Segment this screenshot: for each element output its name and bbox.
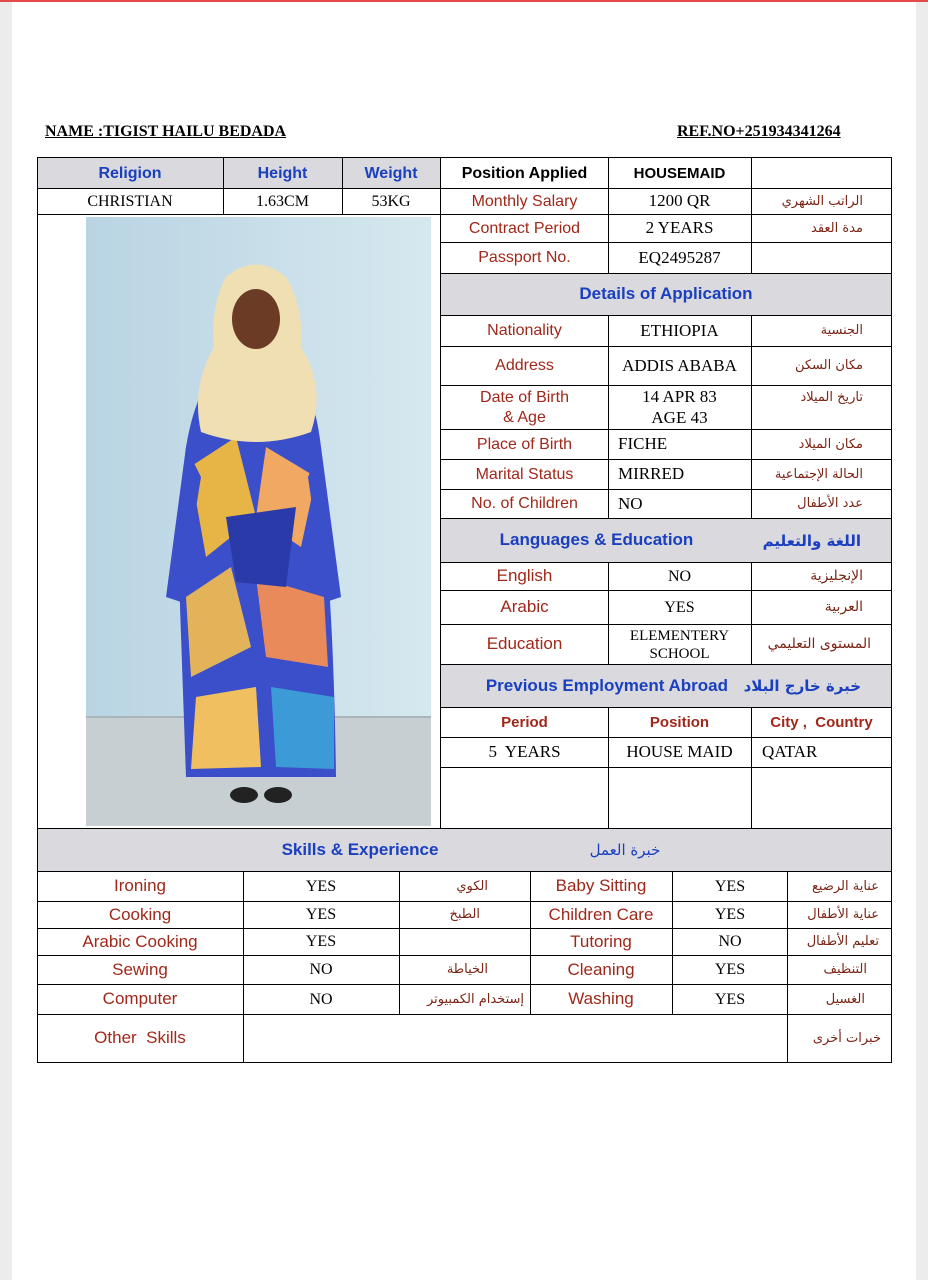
pob-label: Place of Birth bbox=[476, 435, 573, 453]
employment-title: Previous Employment Abroad bbox=[485, 675, 728, 695]
education-value-line1: ELEMENTERY bbox=[629, 627, 730, 644]
english-label: English bbox=[496, 566, 553, 586]
skill-babysitting-label: Baby Sitting bbox=[555, 876, 647, 896]
nationality-value: ETHIOPIA bbox=[640, 320, 719, 340]
dob-label bbox=[441, 386, 608, 429]
passport-label: Passport No. bbox=[478, 249, 571, 267]
candidate-name: NAME :TIGIST HAILU BEDADA bbox=[45, 123, 287, 140]
address-arabic: مكان السكن bbox=[794, 358, 863, 374]
contract-arabic: مدة العقد bbox=[811, 220, 863, 236]
other-skills-label: Other Skills bbox=[94, 1028, 186, 1048]
dob-value-date: 14 APR 83 bbox=[642, 387, 717, 407]
arabic-arabic: العربية bbox=[824, 599, 863, 616]
dob-arabic: تاريخ الميلاد bbox=[800, 390, 863, 406]
arabic-label: Arabic bbox=[500, 597, 549, 617]
skill-babysitting-arabic: عناية الرضيع bbox=[812, 878, 879, 894]
marital-value: MIRRED bbox=[618, 464, 685, 484]
education-label: Education bbox=[486, 634, 563, 654]
skill-cooking-label: Cooking bbox=[108, 904, 172, 924]
period-header: Period bbox=[501, 713, 548, 731]
position-value: HOUSEMAID bbox=[633, 164, 726, 182]
weight-label: Weight bbox=[364, 164, 418, 182]
details-title: Details of Application bbox=[579, 284, 753, 304]
skill-cleaning-arabic: التنظيف bbox=[823, 962, 867, 978]
address-label: Address bbox=[495, 357, 554, 375]
dob-label-line1: Date of Birth bbox=[480, 389, 569, 407]
employment-city: QATAR bbox=[762, 742, 818, 762]
education-arabic: المستوى التعليمي bbox=[767, 636, 871, 653]
skill-arabiccooking-value: YES bbox=[305, 933, 337, 951]
dob-value-age: AGE 43 bbox=[651, 407, 708, 427]
height-label: Height bbox=[257, 164, 308, 182]
salary-arabic: الراتب الشهري bbox=[781, 193, 863, 209]
skill-sewing-value: NO bbox=[309, 961, 333, 979]
skill-computer-arabic: إستخدام الكمبيوتر bbox=[426, 991, 524, 1007]
pob-arabic: مكان الميلاد bbox=[798, 436, 863, 452]
reference-number: REF.NO+251934341264 bbox=[677, 123, 841, 140]
skills-title-arabic: خبرة العمل bbox=[589, 841, 661, 859]
english-arabic: الإنجليزية bbox=[810, 568, 863, 585]
children-value: NO bbox=[618, 493, 643, 513]
employment-title-arabic: خبرة خارج البلاد bbox=[743, 677, 861, 695]
skills-title: Skills & Experience bbox=[281, 839, 439, 859]
weight-value: 53KG bbox=[371, 192, 411, 210]
skill-washing-value: YES bbox=[714, 990, 746, 1008]
education-value bbox=[608, 625, 751, 664]
skill-ironing-value: YES bbox=[305, 877, 337, 895]
other-skills-arabic: خبرات أخرى bbox=[812, 1030, 881, 1046]
english-value: NO bbox=[667, 567, 692, 585]
languages-title: Languages & Education bbox=[499, 530, 694, 550]
marital-label: Marital Status bbox=[475, 465, 574, 483]
city-header: City , Country bbox=[770, 713, 873, 731]
skill-childrencare-label: Children Care bbox=[548, 904, 654, 924]
passport-value: EQ2495287 bbox=[638, 247, 721, 267]
skill-tutoring-label: Tutoring bbox=[570, 931, 632, 951]
children-label: No. of Children bbox=[471, 495, 578, 513]
employment-position: HOUSE MAID bbox=[626, 742, 733, 762]
skill-washing-arabic: الغسيل bbox=[825, 991, 865, 1007]
address-value: ADDIS ABABA bbox=[622, 355, 737, 375]
salary-value: 1200 QR bbox=[648, 191, 711, 211]
position-label: Position Applied bbox=[461, 164, 588, 182]
height-value: 1.63CM bbox=[256, 192, 309, 210]
skill-sewing-arabic: الخياطة bbox=[446, 962, 488, 978]
religion-label: Religion bbox=[98, 164, 162, 182]
dob-label-line2: & Age bbox=[503, 408, 546, 426]
salary-label: Monthly Salary bbox=[471, 192, 578, 210]
employment-period: 5 YEARS bbox=[488, 742, 561, 762]
skill-arabiccooking-label: Arabic Cooking bbox=[82, 931, 198, 951]
skill-computer-value: NO bbox=[309, 990, 333, 1008]
contract-value: 2 YEARS bbox=[645, 218, 714, 238]
languages-title-arabic: اللغة والتعليم bbox=[762, 531, 861, 550]
nationality-label: Nationality bbox=[487, 322, 562, 340]
skill-tutoring-value: NO bbox=[718, 933, 742, 951]
candidate-photo bbox=[86, 217, 431, 826]
arabic-value: YES bbox=[664, 598, 695, 616]
skill-computer-label: Computer bbox=[102, 989, 178, 1009]
skill-cleaning-value: YES bbox=[714, 961, 746, 979]
education-value-line2: SCHOOL bbox=[649, 645, 710, 662]
skill-babysitting-value: YES bbox=[714, 877, 746, 895]
children-arabic: عدد الأطفال bbox=[797, 496, 863, 512]
skill-tutoring-arabic: تعليم الأطفال bbox=[806, 934, 879, 950]
pob-value: FICHE bbox=[618, 434, 668, 454]
skill-ironing-label: Ironing bbox=[114, 876, 166, 896]
skill-childrencare-arabic: عناية الأطفال bbox=[807, 907, 879, 923]
skill-washing-label: Washing bbox=[568, 989, 634, 1009]
dob-value bbox=[608, 386, 751, 429]
skill-ironing-arabic: الكوي bbox=[456, 878, 488, 894]
position-header: Position bbox=[649, 713, 710, 731]
nationality-arabic: الجنسية bbox=[820, 323, 863, 339]
contract-label: Contract Period bbox=[468, 219, 581, 237]
skill-cleaning-label: Cleaning bbox=[567, 959, 635, 979]
skill-cooking-arabic: الطبخ bbox=[449, 907, 480, 923]
skill-childrencare-value: YES bbox=[714, 906, 746, 924]
religion-value: CHRISTIAN bbox=[87, 192, 173, 210]
skill-cooking-value: YES bbox=[305, 906, 337, 924]
marital-arabic: الحالة الإجتماعية bbox=[774, 466, 863, 482]
skill-sewing-label: Sewing bbox=[112, 959, 168, 979]
